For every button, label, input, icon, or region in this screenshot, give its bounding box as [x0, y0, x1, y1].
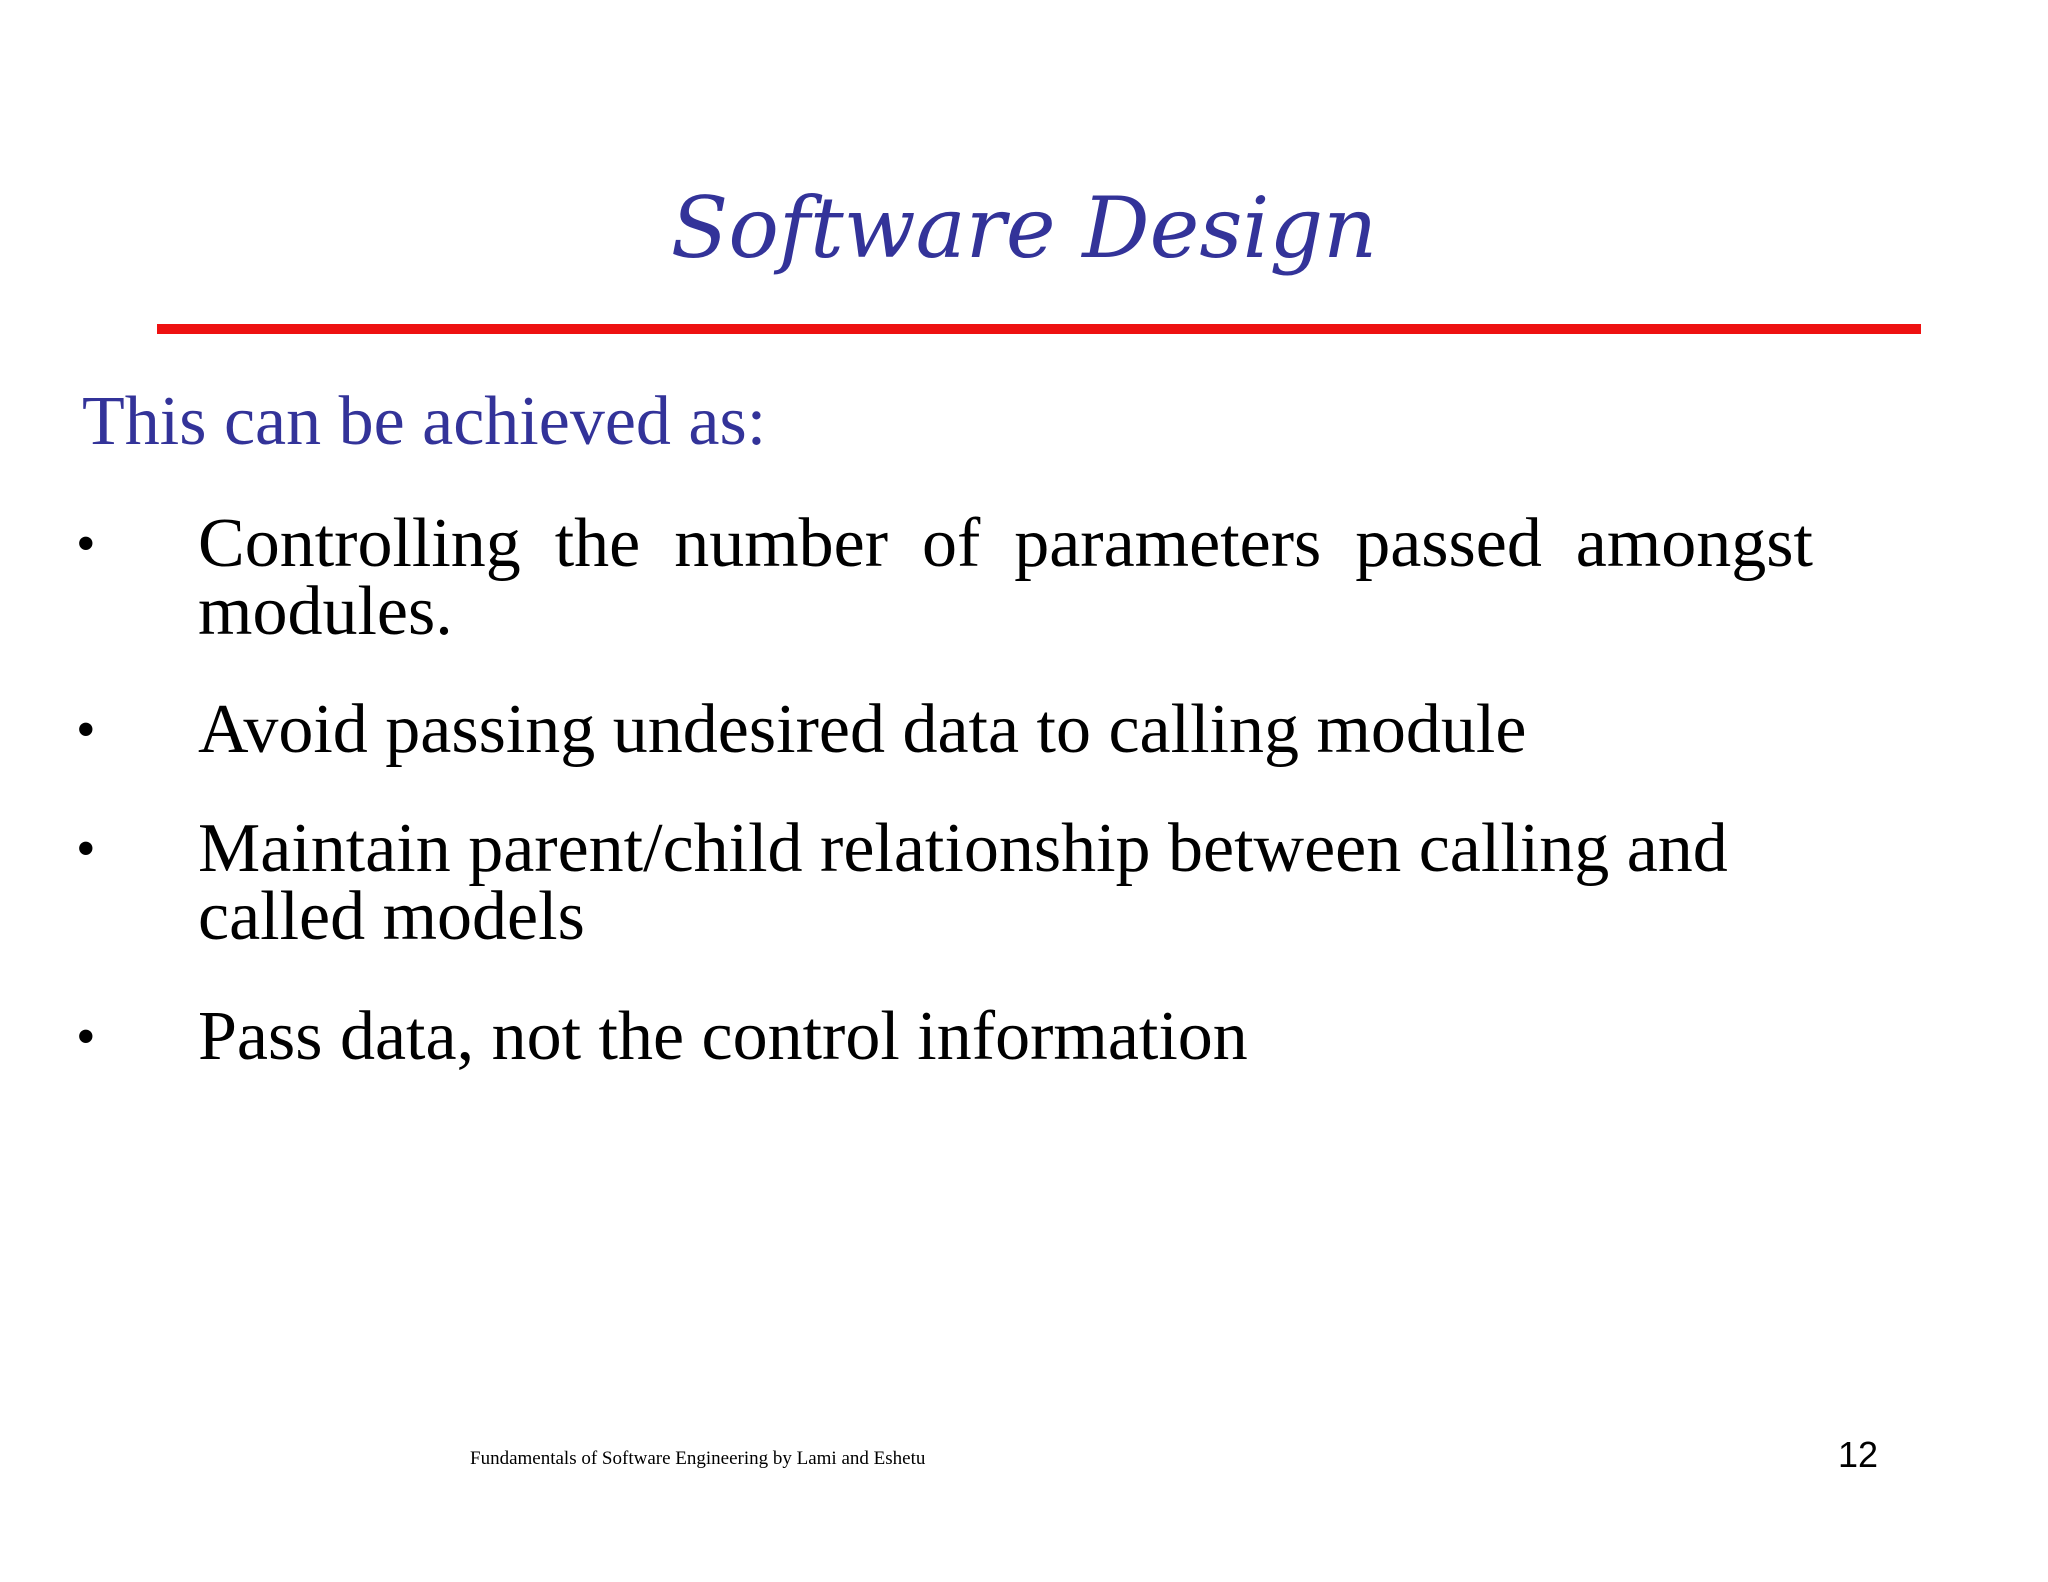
- slide-title: Software Design: [670, 179, 1378, 277]
- bullet-text: [198, 505, 1918, 650]
- bullet-line: Maintain parent/child relationship between calling and: [198, 810, 1728, 887]
- page-number: 12: [1838, 1434, 1879, 1475]
- bullet-line: Pass data, not the control information: [198, 998, 1248, 1075]
- bullet-line: modules.: [198, 573, 453, 650]
- bullet-text: [198, 810, 1918, 955]
- bullet-icon: •: [76, 1006, 96, 1068]
- bullet-line: Avoid passing undesired data to calling module: [198, 691, 1527, 768]
- bullet-text: [198, 998, 1918, 1075]
- bullet-icon: •: [76, 818, 96, 880]
- bullet-line: called models: [198, 878, 585, 955]
- bullet-text: [198, 691, 1918, 768]
- footer-text: Fundamentals of Software Engineering by Lami and Eshetu: [470, 1448, 926, 1469]
- intro-text: This can be achieved as:: [82, 383, 767, 460]
- bullet-icon: •: [76, 699, 96, 761]
- bullet-icon: •: [76, 513, 96, 575]
- bullet-line: Controlling the number of parameters passed amongst: [198, 505, 1813, 582]
